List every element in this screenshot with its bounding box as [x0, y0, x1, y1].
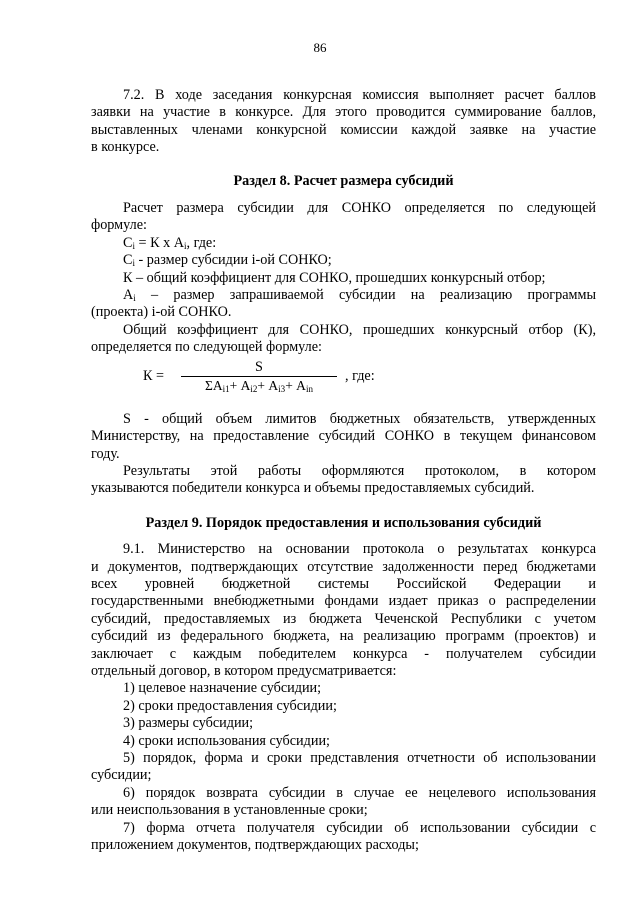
k-intro: [91, 322, 596, 357]
list-item: [91, 785, 596, 820]
list-item: 3) размеры субсидии;: [123, 715, 254, 732]
text-line: Расчет размера субсидии для СОНКО определяется по следующей: [123, 200, 596, 217]
definition-ci: $C_i$ - размер субсидии i-ой СОНКО;: [123, 252, 332, 269]
page-number: 86: [313, 40, 327, 55]
text-line: формуле:: [91, 217, 147, 234]
formula-denominator: $\Sigma А_{i1}+ А_{i2}+ А_{i3}+ А_{in}$: [205, 377, 313, 394]
text-line: Общий коэффициент для СОНКО, прошедших конкурсный отбор (К),: [123, 321, 596, 338]
text-line: субсидий, предоставляемых из бюджета Чеченской Республики с учетом: [91, 610, 596, 627]
text-line: или неиспользования в установленные сроки;: [91, 802, 368, 819]
list-item: 2) сроки предоставления субсидии;: [123, 697, 337, 714]
text-line: указываются победители конкурса и объемы предоставляемых субсидий.: [91, 480, 535, 497]
text-line: 7.2. В ходе заседания конкурсная комиссия выполняет расчет баллов: [123, 87, 596, 103]
text-line: Министерству, на предоставление субсидий СОНКО в текущем финансовом: [91, 428, 596, 445]
text-line: в конкурсе.: [91, 139, 160, 156]
text-line: $А_i$ – размер запрашиваемой субсидии на реализацию программы: [123, 287, 596, 304]
text-line: приложением документов, подтверждающих расходы;: [91, 837, 419, 854]
formula-k: [91, 359, 596, 393]
text-line: отдельный договор, в котором предусматривается:: [91, 662, 397, 679]
text-line: всех уровней бюджетной системы Российской Федерации и: [91, 575, 596, 592]
section-8-intro: [91, 200, 596, 235]
text-line: определяется по следующей формуле:: [91, 339, 322, 356]
text-line: заявки на участие в конкурсе. Для этого проводится суммирование баллов,: [91, 104, 596, 121]
text-line: и документов, подтверждающих отсутствие задолженности перед бюджетами: [91, 558, 596, 575]
text-line: 7) форма отчета получателя субсидии об использовании субсидии с: [123, 819, 596, 836]
document-body: [91, 87, 596, 854]
list-item: 4) сроки использования субсидии;: [123, 732, 330, 749]
section-8-heading: Раздел 8. Расчет размера субсидий: [233, 172, 454, 189]
text-line: (проекта) i-ой СОНКО.: [91, 304, 232, 321]
formula-tail: , где:: [345, 367, 375, 384]
list-item: [91, 750, 596, 785]
definition-ai: [91, 287, 596, 322]
section-9-heading: Раздел 9. Порядок предоставления и использования субсидий: [145, 514, 542, 531]
formula-numerator: S: [255, 358, 263, 375]
formula-lhs: К =: [143, 367, 165, 384]
text-line: Результаты этой работы оформляются протоколом, в котором: [123, 462, 596, 479]
text-line: S - общий объем лимитов бюджетных обязательств, утвержденных: [123, 410, 596, 427]
results-paragraph: [91, 463, 596, 498]
text-line: 9.1. Министерство на основании протокола о результатах конкурса: [123, 541, 596, 558]
text-line: 5) порядок, форма и сроки представления отчетности об использовании: [123, 750, 596, 766]
text-line: 6) порядок возврата субсидии в случае ее нецелевого использования: [123, 784, 596, 801]
text-line: государственными внебюджетными фондами издает приказ о распределении: [91, 593, 596, 610]
text-line: году.: [91, 445, 120, 462]
s-definition: [91, 411, 596, 463]
formula-ci: $C_i = К$ х $А_i$, где:: [123, 234, 217, 251]
list-item: [91, 820, 596, 855]
definition-k: К – общий коэффициент для СОНКО, прошедших конкурсный отбор;: [123, 269, 546, 286]
paragraph-7-2: [91, 87, 596, 157]
formula-fraction: [181, 359, 337, 394]
text-line: заключает с каждым победителем конкурса - получателем субсидии: [91, 645, 596, 662]
text-line: выставленных членами конкурсной комиссии каждой заявке на участие: [91, 121, 596, 138]
list-item: 1) целевое назначение субсидии;: [123, 680, 322, 697]
paragraph-9-1: [91, 541, 596, 680]
text-line: субсидий из федерального бюджета, на реализацию программ (проектов) и: [91, 628, 596, 645]
text-line: субсидии;: [91, 767, 152, 784]
